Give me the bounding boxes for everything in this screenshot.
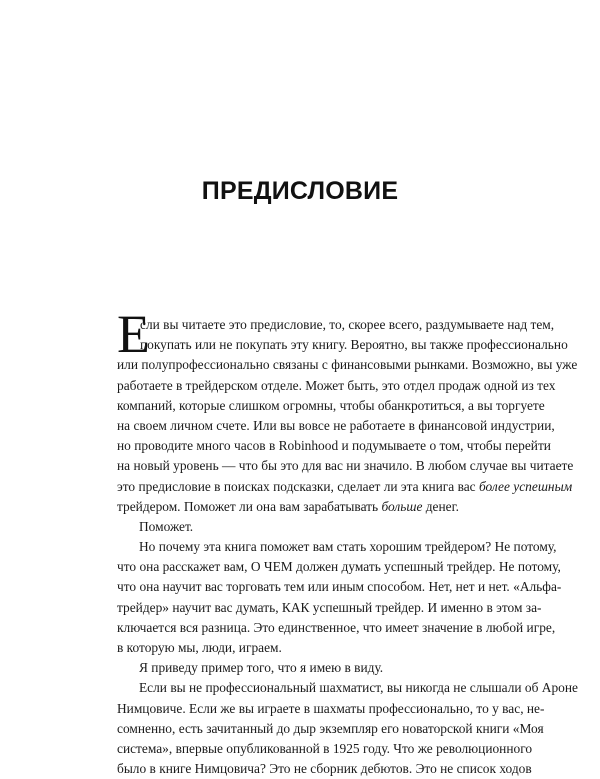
text-line: Я приведу пример того, что я имею в виду. <box>139 660 384 676</box>
text-line: покупать или не покупать эту книгу. Вероятно, вы также профессионально <box>140 337 568 353</box>
text-line <box>117 497 487 517</box>
text-span: денег. <box>422 498 459 514</box>
text-line: но проводите много часов в Robinhood и подумываете о том, чтобы перейти <box>117 438 551 454</box>
text-line: Нимцовиче. Если же вы играете в шахматы профессионально, то у вас, не- <box>117 700 545 716</box>
text-line: что она научит вас торговать тем или иным способом. Нет, нет и нет. «Альфа- <box>117 579 562 595</box>
text-line: сли вы читаете это предисловие, то, скорее всего, раздумываете над тем, <box>140 317 555 332</box>
text-line: трейдер» научит вас думать, КАК успешный трейдер. И именно в этом за- <box>117 599 542 615</box>
text-span: трейдером. Поможет ли она вам зарабатывать <box>117 498 382 514</box>
text-line: сомненно, есть зачитанный до дыр экземпляр его новаторской книги «Моя <box>117 720 544 736</box>
text-line: компаний, которые слишком огромны, чтобы обанкротиться, а вы торгуете <box>117 397 545 413</box>
text-line: что она расскажет вам, О ЧЕМ должен думать успешный трейдер. Не потому, <box>117 559 561 575</box>
text-line: было в книге Нимцовича? Это не сборник дебютов. Это не список ходов <box>117 761 532 777</box>
emphasis-text: больше <box>381 498 423 514</box>
text-line: Если вы не профессиональный шахматист, вы никогда не слышали об Ароне <box>139 680 578 696</box>
text-line: на своем личном счете. Или вы вовсе не работаете в финансовой индустрии, <box>117 417 555 433</box>
text-line: на новый уровень — что бы это для вас ни значило. В любом случае вы читаете <box>117 458 574 474</box>
text-line: работаете в трейдерском отделе. Может быть, это отдел продаж одной из тех <box>117 377 556 393</box>
text-line: в которую мы, люди, играем. <box>117 640 282 655</box>
text-line: Но почему эта книга поможет вам стать хорошим трейдером? Не потому, <box>139 539 557 555</box>
text-line: или полупрофессионально связаны с финансовыми рынками. Возможно, вы уже <box>117 357 578 373</box>
emphasis-text: более успешным <box>478 478 573 494</box>
text-line: система», впервые опубликованной в 1925 году. Что же революционного <box>117 740 533 756</box>
text-line: ключается вся разница. Это единственное, что имеет значение в любой игре, <box>117 619 556 635</box>
drop-cap: Е <box>117 304 150 364</box>
body-text <box>117 315 578 779</box>
text-line <box>117 477 573 497</box>
text-span: это предисловие в поисках подсказки, сделает ли эта книга вас <box>117 478 479 494</box>
chapter-title: ПРЕДИСЛОВИЕ <box>201 177 399 205</box>
text-line: Поможет. <box>139 518 194 534</box>
